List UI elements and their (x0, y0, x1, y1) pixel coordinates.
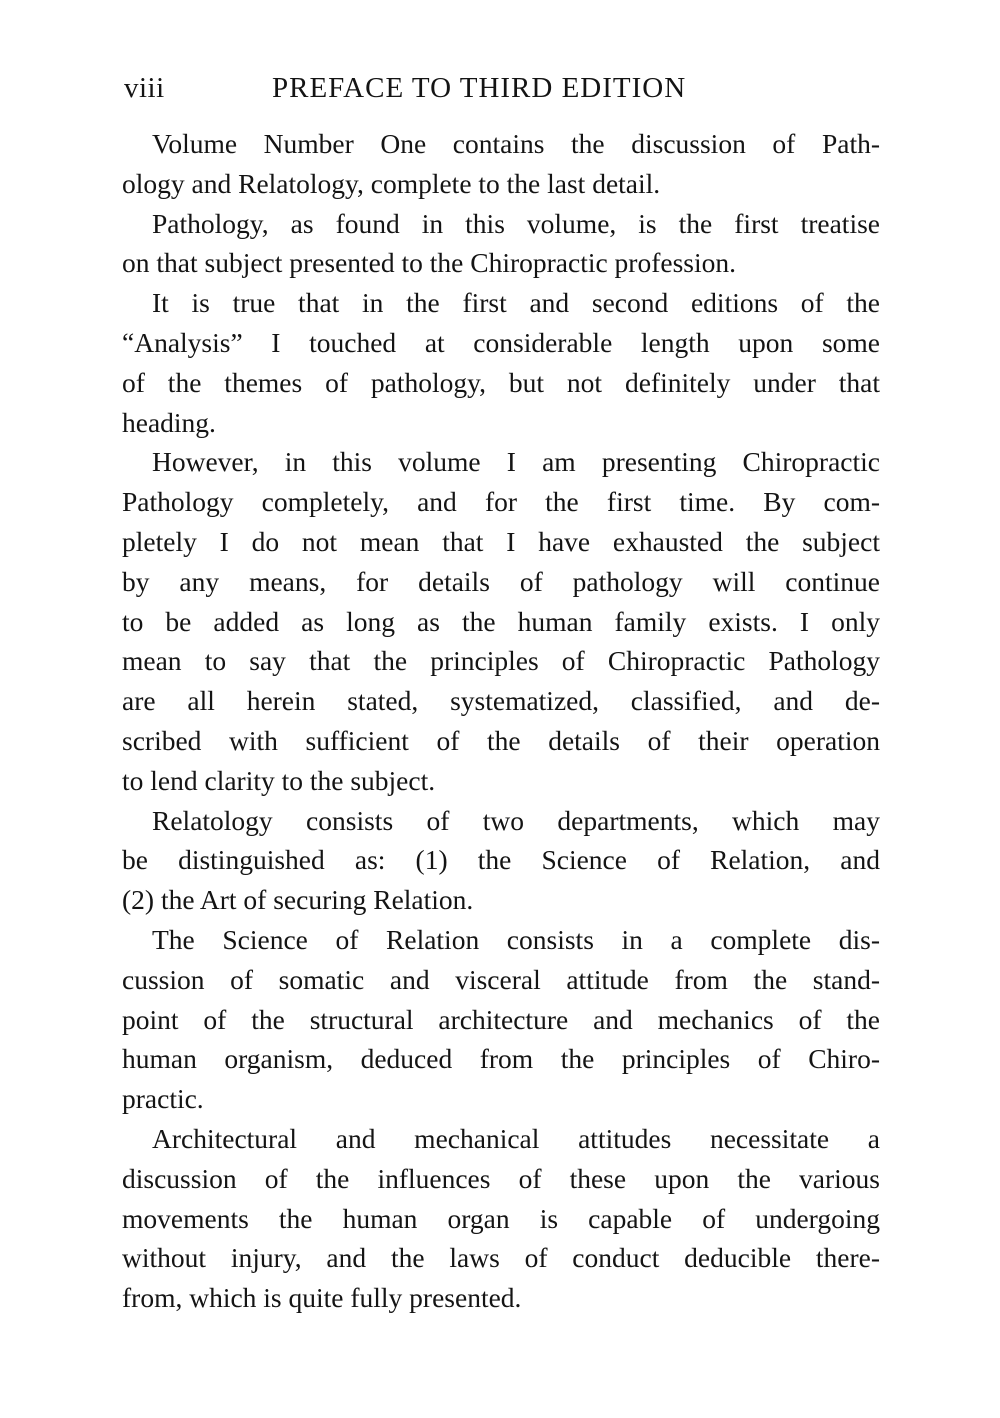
text-line: “Analysis” I touched at considerable length upon some (122, 326, 880, 358)
text-line: on that subject presented to the Chiropractic profession. (122, 247, 736, 279)
text-line: ology and Relatology, complete to the last detail. (122, 167, 661, 199)
text-line: Volume Number One contains the discussion of Path- (152, 128, 880, 159)
text-line: point of the structural architecture and mechanics of the (122, 1003, 880, 1035)
paragraph-6 (122, 920, 880, 1119)
text-line: cussion of somatic and visceral attitude from the stand- (122, 963, 880, 995)
body-text (122, 124, 880, 1318)
text-line: Pathology, as found in this volume, is the first treatise (152, 207, 880, 239)
text-line: (2) the Art of securing Relation. (122, 884, 474, 916)
text-line: pletely I do not mean that I have exhausted the subject (122, 525, 880, 557)
page-title: PREFACE TO THIRD EDITION (272, 72, 687, 104)
text-line: by any means, for details of pathology will continue (122, 565, 880, 597)
text-line: The Science of Relation consists in a complete dis- (152, 923, 880, 955)
text-line: without injury, and the laws of conduct deducible there- (122, 1242, 880, 1274)
paragraph-4 (122, 442, 880, 800)
text-line: human organism, deduced from the principles of Chiro- (122, 1043, 880, 1075)
text-line: to lend clarity to the subject. (122, 764, 436, 796)
text-line: Architectural and mechanical attitudes necessitate a (152, 1122, 880, 1154)
text-line: from, which is quite fully presented. (122, 1282, 522, 1314)
text-line: be distinguished as: (1) the Science of Relation, and (122, 844, 880, 876)
paragraph-3 (122, 283, 880, 442)
text-line: Relatology consists of two departments, which may (152, 804, 880, 836)
text-line: scribed with sufficient of the details of their operation (122, 724, 880, 756)
running-head (124, 72, 884, 112)
paragraph-1 (122, 124, 880, 204)
text-line: are all herein stated, systematized, classified, and de- (122, 685, 880, 717)
text-line: practic. (122, 1083, 204, 1115)
text-line: Pathology completely, and for the first time. By com- (122, 486, 880, 518)
text-line: to be added as long as the human family exists. I only (122, 605, 880, 637)
text-line: heading. (122, 406, 216, 438)
text-line: of the themes of pathology, but not definitely under that (122, 366, 880, 398)
paragraph-2 (122, 204, 880, 284)
page-number: viii (124, 72, 165, 104)
text-line: mean to say that the principles of Chiropractic Pathology (122, 645, 880, 677)
text-line: discussion of the influences of these upon the various (122, 1162, 880, 1194)
paragraph-5 (122, 801, 880, 920)
text-line: movements the human organ is capable of undergoing (122, 1202, 880, 1234)
paragraph-7 (122, 1119, 880, 1318)
text-line: It is true that in the first and second editions of the (152, 287, 880, 319)
text-line: However, in this volume I am presenting Chiropractic (152, 446, 880, 478)
